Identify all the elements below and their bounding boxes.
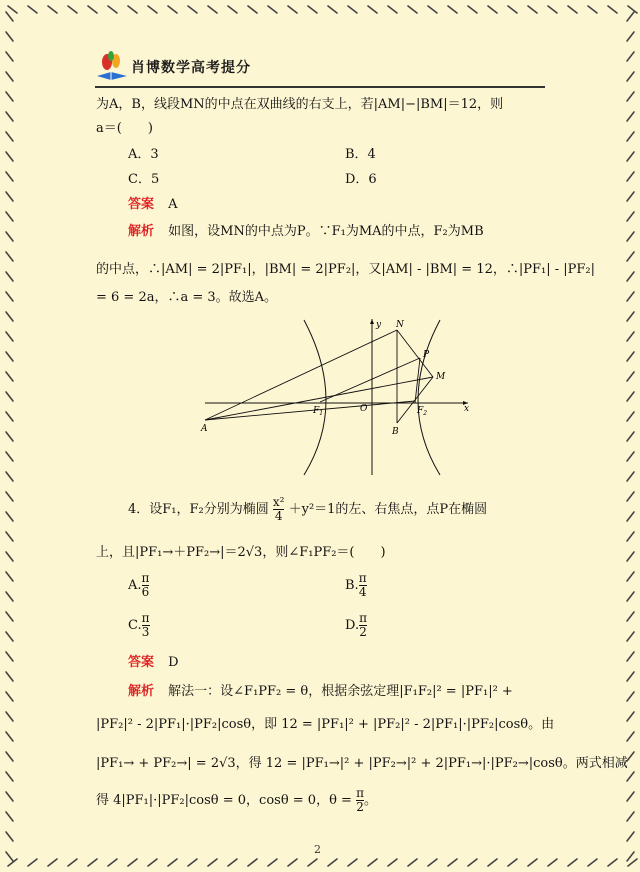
q4-stem-pre: 4．设F₁，F₂分别为椭圆 <box>128 502 269 517</box>
border-dash <box>528 859 537 866</box>
border-dash <box>627 312 634 321</box>
border-dash <box>627 152 634 161</box>
border-dash <box>8 6 17 13</box>
label-B: B <box>392 427 399 437</box>
border-dash <box>148 859 157 866</box>
border-dash <box>428 6 437 13</box>
hyperbola-right-branch <box>418 320 440 475</box>
border-dash <box>627 692 634 701</box>
border-dash <box>6 152 13 161</box>
border-dash <box>627 812 634 821</box>
border-dash <box>468 859 477 866</box>
answer-value: A <box>168 197 178 212</box>
q4-analysis-line4 <box>96 787 377 814</box>
border-dash <box>268 6 277 13</box>
answer-label: 答案 <box>128 655 155 670</box>
border-dash <box>6 232 13 241</box>
border-dash <box>128 6 137 13</box>
border-dash <box>6 72 13 81</box>
fraction-numerator: π <box>358 571 367 585</box>
q4-analysis-line3: |PF₁→ + PF₂→| = 2√3，得 12 = |PF₁→|² + |PF₂→|² + 2|PF₁→|·|PF₂→|cosθ。两式相减 <box>96 756 628 771</box>
analysis-text: 如图，设MN的中点为P。∵F₁为MA的中点，F₂为MB <box>168 224 484 239</box>
border-dash <box>627 412 634 421</box>
border-dash <box>508 6 517 13</box>
option-label: B. <box>345 578 359 593</box>
border-dash <box>68 859 77 866</box>
fraction-denominator: 3 <box>141 625 150 639</box>
border-dash <box>627 172 634 181</box>
border-dash <box>6 512 13 521</box>
q3-option-c: C．5 <box>128 172 160 187</box>
q4-option-b <box>345 572 367 599</box>
border-dash <box>6 172 13 181</box>
option-fraction <box>142 612 150 639</box>
border-dash <box>627 72 634 81</box>
fraction-numerator: π <box>359 611 367 625</box>
answer-value: D <box>168 655 179 670</box>
border-dash <box>6 452 13 461</box>
border-dash <box>48 6 57 13</box>
border-dash <box>328 6 337 13</box>
border-dash <box>627 512 634 521</box>
border-dash <box>6 92 13 101</box>
border-dash <box>6 752 13 761</box>
border-dash <box>228 6 237 13</box>
q3-option-d: D．6 <box>345 172 377 187</box>
border-dash <box>248 859 257 866</box>
border-dash <box>627 352 634 361</box>
border-dash <box>6 192 13 201</box>
border-dash <box>627 732 634 741</box>
border-dash <box>6 472 13 481</box>
border-dash <box>627 292 634 301</box>
fraction-numerator: x² <box>272 495 285 509</box>
border-dash <box>388 6 397 13</box>
border-dash <box>6 692 13 701</box>
border-dash <box>6 432 13 441</box>
border-dash <box>6 612 13 621</box>
border-dash <box>328 859 337 866</box>
q4-stem-line1 <box>128 496 487 523</box>
border-dash <box>627 52 634 61</box>
border-dash <box>6 732 13 741</box>
border-dash <box>627 12 634 21</box>
page-header <box>95 46 545 84</box>
border-dash <box>588 859 597 866</box>
border-dash <box>248 6 257 13</box>
ellipse-fraction <box>273 496 285 523</box>
border-dash <box>288 859 297 866</box>
border-dash <box>627 372 634 381</box>
fraction-numerator: π <box>141 611 150 625</box>
q3-analysis-line2: 的中点，∴|AM| = 2|PF₁|，|BM| = 2|PF₂|，又|AM| - |BM| = 12，∴|PF₁| - |PF₂| <box>96 262 595 277</box>
border-dash <box>68 6 77 13</box>
border-dash <box>128 859 137 866</box>
q4-stem-post: ＋y²＝1的左、右焦点，点P在椭圆 <box>288 502 488 517</box>
border-dash <box>6 12 13 21</box>
label-F2: $F_2$ <box>417 406 428 417</box>
border-dash <box>568 859 577 866</box>
border-dash <box>88 6 97 13</box>
border-dash <box>588 6 597 13</box>
border-dash <box>48 859 57 866</box>
border-dash <box>627 392 634 401</box>
label-y: y <box>376 320 382 330</box>
border-dash <box>468 6 477 13</box>
border-dash <box>508 859 517 866</box>
q4-stem-line2: 上，且|PF₁→＋PF₂→|＝2√3，则∠F₁PF₂＝( ) <box>96 545 386 560</box>
border-dash <box>288 6 297 13</box>
border-dash <box>627 652 634 661</box>
border-dash <box>28 859 37 866</box>
border-dash <box>627 632 634 641</box>
border-dash <box>188 6 197 13</box>
border-dash <box>6 212 13 221</box>
border-dash <box>627 672 634 681</box>
border-dash <box>108 6 117 13</box>
q3-answer <box>128 193 178 212</box>
analysis-text: 得 4|PF₁|·|PF₂|cosθ = 0，cosθ = 0，θ = <box>96 793 352 808</box>
border-dash <box>627 32 634 41</box>
border-dash <box>627 712 634 721</box>
border-dash <box>148 6 157 13</box>
border-dash <box>6 812 13 821</box>
border-dash <box>6 652 13 661</box>
border-dash <box>6 412 13 421</box>
border-dash <box>6 292 13 301</box>
border-dash <box>488 6 497 13</box>
hyperbola-figure <box>200 315 475 480</box>
border-dash <box>308 6 317 13</box>
border-dash <box>408 6 417 13</box>
label-x: x <box>464 404 470 414</box>
fraction-denominator: 2 <box>356 800 364 814</box>
border-dash <box>88 859 97 866</box>
border-dash <box>627 452 634 461</box>
border-dash <box>208 859 217 866</box>
segment-AN <box>205 330 397 420</box>
border-dash <box>6 132 13 141</box>
border-dash <box>6 832 13 841</box>
y-axis-arrow <box>370 319 374 324</box>
border-dash <box>208 6 217 13</box>
q4-analysis-line2: |PF₂|² - 2|PF₁|·|PF₂|cosθ，即 12 = |PF₁|² + |PF₂|² - 2|PF₁|·|PF₂|cosθ。由 <box>96 717 555 732</box>
border-dash <box>6 552 13 561</box>
border-dash <box>348 6 357 13</box>
border-dash <box>6 372 13 381</box>
label-F1: $F_1$ <box>313 406 324 417</box>
border-dash <box>6 332 13 341</box>
option-fraction <box>359 572 367 599</box>
border-dash <box>6 792 13 801</box>
border-dash <box>548 859 557 866</box>
border-dash <box>6 852 13 861</box>
fraction-denominator: 2 <box>359 625 367 639</box>
border-dash <box>627 112 634 121</box>
border-dash <box>627 552 634 561</box>
analysis-text: 解法一：设∠F₁PF₂ = θ，根据余弦定理|F₁F₂|² = |PF₁|² + <box>168 684 513 699</box>
border-dash <box>627 132 634 141</box>
border-dash <box>548 6 557 13</box>
border-dash <box>6 112 13 121</box>
border-dash <box>627 792 634 801</box>
fraction-denominator: 4 <box>358 585 367 599</box>
fraction-numerator: π <box>141 571 150 585</box>
header-rule <box>95 86 545 88</box>
border-dash <box>6 392 13 401</box>
q3-option-a: A．3 <box>128 147 159 162</box>
option-label: C. <box>128 618 142 633</box>
border-dash <box>388 859 397 866</box>
border-dash <box>6 312 13 321</box>
border-dash <box>6 572 13 581</box>
border-dash <box>627 332 634 341</box>
fraction-denominator: 6 <box>141 585 150 599</box>
border-dash <box>268 859 277 866</box>
border-dash <box>428 859 437 866</box>
q4-option-d <box>345 612 367 639</box>
label-A: A <box>201 424 208 434</box>
option-fraction <box>142 572 150 599</box>
book-logo-icon <box>95 50 129 82</box>
page-number: 2 <box>314 843 321 856</box>
border-dash <box>6 272 13 281</box>
border-dash <box>6 252 13 261</box>
border-dash <box>627 612 634 621</box>
border-dash <box>627 212 634 221</box>
border-dash <box>627 92 634 101</box>
border-dash <box>528 6 537 13</box>
border-dash <box>6 32 13 41</box>
analysis-label: 解析 <box>128 224 155 239</box>
border-dash <box>6 492 13 501</box>
border-dash <box>608 859 617 866</box>
border-dash <box>627 492 634 501</box>
border-dash <box>627 752 634 761</box>
border-dash <box>627 532 634 541</box>
border-dash <box>627 472 634 481</box>
border-dash <box>608 6 617 13</box>
label-O: O <box>360 404 368 414</box>
logo-text: 肖博数学高考提分 <box>131 60 251 76</box>
fraction-numerator: π <box>356 786 364 800</box>
border-dash <box>28 6 37 13</box>
border-dash <box>627 232 634 241</box>
border-dash <box>448 859 457 866</box>
q4-answer <box>128 651 179 670</box>
border-dash <box>627 772 634 781</box>
border-dash <box>308 859 317 866</box>
q3-stem-line1: 为A，B，线段MN的中点在双曲线的右支上，若|AM|−|BM|＝12，则 <box>96 97 504 112</box>
q4-option-a <box>128 572 149 599</box>
border-dash <box>627 832 634 841</box>
analysis-label: 解析 <box>128 684 155 699</box>
border-dash <box>448 6 457 13</box>
border-dash <box>408 859 417 866</box>
option-label: A. <box>128 578 142 593</box>
border-dash <box>628 6 637 13</box>
border-dash <box>108 859 117 866</box>
q4-option-c <box>128 612 150 639</box>
border-dash <box>6 52 13 61</box>
border-dash <box>628 859 637 866</box>
border-dash <box>188 859 197 866</box>
q3-stem-line2: a＝( ) <box>96 121 153 136</box>
border-dash <box>368 859 377 866</box>
answer-label: 答案 <box>128 197 155 212</box>
border-dash <box>627 272 634 281</box>
border-dash <box>168 859 177 866</box>
border-dash <box>6 772 13 781</box>
border-dash <box>627 592 634 601</box>
border-dash <box>627 432 634 441</box>
border-dash <box>627 572 634 581</box>
border-dash <box>6 352 13 361</box>
q4-analysis-line1 <box>128 680 513 699</box>
border-dash <box>627 192 634 201</box>
q3-analysis-line3: = 6 = 2a，∴a = 3。故选A。 <box>96 290 278 305</box>
border-dash <box>627 252 634 261</box>
fraction-denominator: 4 <box>274 509 283 523</box>
label-M: M <box>436 372 446 382</box>
q3-option-b: B．4 <box>345 147 376 162</box>
border-dash <box>168 6 177 13</box>
border-dash <box>368 6 377 13</box>
option-label: D. <box>345 618 360 633</box>
border-dash <box>488 859 497 866</box>
border-dash <box>6 532 13 541</box>
border-dash <box>6 632 13 641</box>
label-N: N <box>396 320 404 330</box>
border-dash <box>627 852 634 861</box>
border-dash <box>568 6 577 13</box>
border-dash <box>6 672 13 681</box>
option-fraction <box>359 612 367 639</box>
label-P: P <box>423 350 430 360</box>
border-dash <box>6 592 13 601</box>
analysis-text-end: 。 <box>363 793 377 808</box>
q3-analysis-line1 <box>128 220 484 239</box>
segment-AF2 <box>205 401 415 420</box>
segment-F1P <box>320 358 420 402</box>
theta-fraction <box>356 787 364 814</box>
border-dash <box>6 712 13 721</box>
border-dash <box>348 859 357 866</box>
border-dash <box>228 859 237 866</box>
